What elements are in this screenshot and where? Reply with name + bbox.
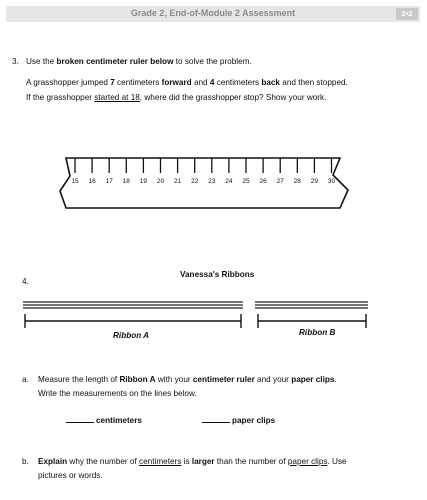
- q3-number: 3.: [12, 57, 19, 66]
- ruler-number: 23: [208, 178, 216, 185]
- header-title: Grade 2, End-of-Module 2 Assessment: [130, 8, 296, 18]
- ruler-number: 17: [105, 178, 113, 185]
- ruler-number: 21: [173, 178, 182, 185]
- q3-instruction: Use the broken centimeter ruler below to solve the problem.: [26, 57, 252, 66]
- ribbon-b-measure-line: [258, 314, 366, 328]
- ruler-number: 19: [139, 178, 148, 185]
- q4-number: 4.: [22, 277, 29, 286]
- ruler-number: 20: [156, 178, 165, 185]
- part-b-line2: pictures or words.: [38, 471, 103, 480]
- ruler-number: 15: [71, 178, 79, 185]
- ruler-number: 29: [310, 178, 319, 185]
- ruler-number: 30: [327, 178, 336, 185]
- ruler-number: 26: [259, 178, 267, 185]
- answer-blank-centimeters[interactable]: [66, 422, 94, 423]
- ruler-number: 18: [122, 178, 130, 185]
- ruler-number: 16: [88, 178, 96, 185]
- ribbon-a-measure-line: [25, 314, 241, 328]
- q3-problem-line2: If the grasshopper started at 18, where did the grasshopper stop? Show your work.: [26, 93, 327, 102]
- part-b-line1: Explain why the number of centimeters is larger than the number of paper clips. Use: [38, 457, 347, 466]
- answer-paper-clips: paper clips: [202, 416, 275, 425]
- ribbon-a-label: Ribbon A: [113, 331, 150, 340]
- ribbon-b-label: Ribbon B: [299, 328, 336, 337]
- ruler-number: 24: [225, 178, 233, 185]
- part-a-line2: Write the measurements on the lines below.: [38, 389, 197, 398]
- answer-blank-paper-clips[interactable]: [202, 422, 230, 423]
- part-a-line1: Measure the length of Ribbon A with your centimeter ruler and your paper clips.: [38, 375, 337, 384]
- ribbon-a-stripes: [23, 302, 243, 308]
- ribbon-b-stripes: [255, 302, 368, 308]
- q4-title: Vanessa's Ribbons: [180, 270, 255, 279]
- part-b-label: b.: [22, 457, 29, 466]
- q3-problem-line1: A grasshopper jumped 7 centimeters forward and 4 centimeters back and then stopped.: [26, 78, 348, 87]
- part-a-label: a.: [22, 375, 29, 384]
- ruler-number: 22: [191, 178, 199, 185]
- answer-centimeters: centimeters: [66, 416, 142, 425]
- ruler-number: 27: [276, 178, 284, 185]
- ruler-number: 28: [293, 178, 301, 185]
- ruler-number: 25: [242, 178, 250, 185]
- header-badge: 2•2: [396, 8, 418, 20]
